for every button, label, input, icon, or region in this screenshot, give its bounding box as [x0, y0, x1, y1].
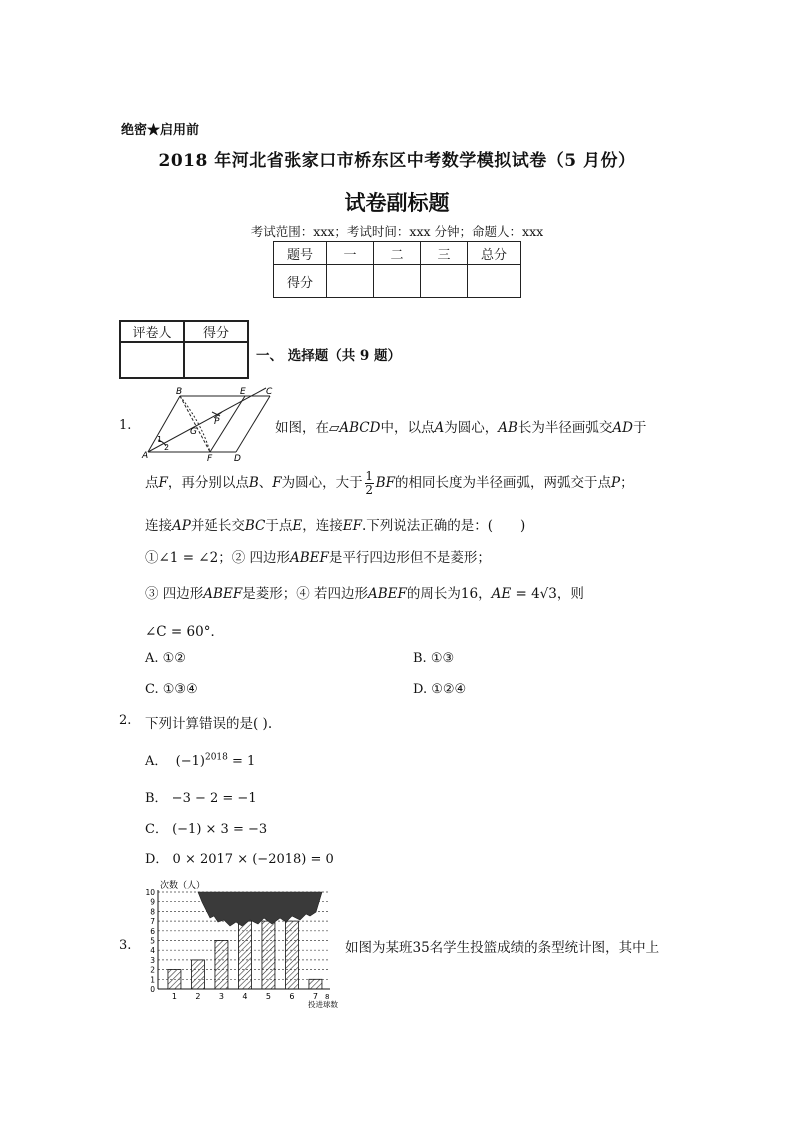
q2-option-a[interactable]: A． $(-1)^{2018} = 1$: [145, 752, 256, 769]
y-tick-label: 1: [150, 975, 155, 985]
fig-label: B: [176, 387, 183, 397]
q2-stem: 下列计算错误的是( ).: [145, 716, 273, 732]
y-tick-label: 2: [150, 965, 155, 975]
score-header-cell: 三: [421, 242, 468, 265]
fig-label: 1: [157, 435, 163, 444]
q2-option-b[interactable]: B． −3 − 2 = −1: [145, 791, 257, 806]
bar: [285, 921, 298, 989]
y-tick-label: 7: [150, 917, 155, 927]
q1-line-3: 连接AP并延长交BC于点E，连接EF.下列说法正确的是：( ): [145, 518, 526, 534]
reviewer-table: [119, 320, 249, 379]
parallelogram-figure: [140, 384, 275, 462]
q1-line-6: ∠C = 60°．: [145, 624, 224, 640]
q2-option-d[interactable]: D． 0 × 2017 × (−2018) = 0: [145, 852, 334, 867]
y-tick-label: 0: [150, 985, 155, 994]
x-tick-label: 6: [289, 992, 295, 1001]
score-header-cell: 二: [374, 242, 421, 265]
x-tick-label: 5: [265, 992, 271, 1001]
score-header-cell: 一: [327, 242, 374, 265]
y-tick-label: 5: [150, 936, 155, 946]
question-number: 2.: [119, 713, 132, 728]
question-number: 1.: [119, 418, 132, 433]
segment-bf: [180, 396, 210, 452]
x-tick-label: 8: [324, 993, 330, 1001]
q1-line-4: ①∠1 = ∠2；② 四边形ABEF是平行四边形但不是菱形；: [145, 550, 491, 566]
y-tick-label: 9: [150, 897, 155, 907]
reviewer-header: 评卷人: [120, 321, 184, 342]
chart-xlabel: 投进球数: [308, 1000, 338, 1009]
y-tick-label: 3: [150, 955, 155, 965]
x-tick-label: 4: [242, 992, 248, 1001]
exam-info: 考试范围：xxx；考试时间：xxx 分钟；命题人：xxx: [250, 224, 544, 239]
fig-label: F: [207, 454, 213, 462]
score-row-label: 得分: [274, 265, 327, 298]
score-cell: [421, 265, 468, 298]
y-tick-label: 4: [150, 946, 155, 956]
chart-ylabel: 次数（人）: [160, 881, 206, 891]
score-cell: [327, 265, 374, 298]
exam-title: 2018 年河北省张家口市桥东区中考数学模拟试卷（5 月份）: [158, 151, 636, 171]
fig-label: G: [190, 427, 197, 437]
exam-subtitle: 试卷副标题: [344, 190, 450, 215]
score-cell: [468, 265, 521, 298]
fraction-one-half: $\frac{1}{2}$: [365, 469, 373, 497]
fig-label: D: [234, 454, 241, 462]
reviewer-score-cell: [184, 342, 248, 378]
q1-option-b[interactable]: B. ①③: [413, 651, 455, 666]
confidential-mark: 绝密★启用前: [121, 123, 200, 138]
fig-label: 2: [164, 443, 170, 452]
reviewer-cell: [120, 342, 184, 378]
x-tick-label: 7: [312, 992, 318, 1001]
q1-line-2: 点F，再分别以点B、F为圆心，大于 $\frac{1}{2}$ BF的相同长度为半径画弧，两弧交于点P；: [145, 469, 634, 497]
q3-stem: 如图为某班35名学生投篮成绩的条型统计图，其中上: [345, 940, 660, 956]
bar: [238, 921, 251, 989]
y-tick-label: 10: [145, 888, 155, 897]
section-heading: 一、 选择题（共 9 题）: [256, 348, 401, 364]
y-tick-label: 6: [150, 926, 155, 936]
q1-line-5: ③ 四边形ABEF是菱形；④ 若四边形ABEF的周长为16，AE = 4√3，则: [145, 586, 584, 602]
x-tick-label: 3: [218, 992, 224, 1001]
reviewer-score-header: 得分: [184, 321, 248, 342]
fig-label: A: [142, 451, 149, 461]
q2-option-c[interactable]: C． (−1) × 3 = −3: [145, 822, 268, 837]
x-tick-label: 1: [171, 992, 177, 1001]
bar: [168, 970, 181, 989]
y-tick-label: 8: [150, 907, 155, 917]
side-dc: [236, 396, 270, 452]
question-number: 3.: [119, 938, 132, 953]
q1-option-d[interactable]: D. ①②④: [413, 682, 467, 697]
q1-line-1: 如图，在▱ABCD中，以点A为圆心，AB长为半径画弧交AD于: [275, 420, 647, 436]
score-header-cell: 题号: [274, 242, 327, 265]
bar: [191, 960, 204, 989]
q1-option-c[interactable]: C. ①③④: [145, 682, 198, 697]
score-cell: [374, 265, 421, 298]
fig-label: C: [266, 387, 273, 397]
bar: [215, 941, 228, 990]
fig-label: E: [240, 387, 246, 397]
bar-chart: [140, 876, 350, 1012]
fig-label: P: [214, 417, 220, 427]
score-header-cell: 总分: [468, 242, 521, 265]
bar: [262, 921, 275, 989]
x-tick-label: 2: [195, 992, 201, 1001]
bar: [309, 979, 322, 989]
score-table: [273, 241, 521, 298]
q1-option-a[interactable]: A. ①②: [145, 651, 186, 666]
